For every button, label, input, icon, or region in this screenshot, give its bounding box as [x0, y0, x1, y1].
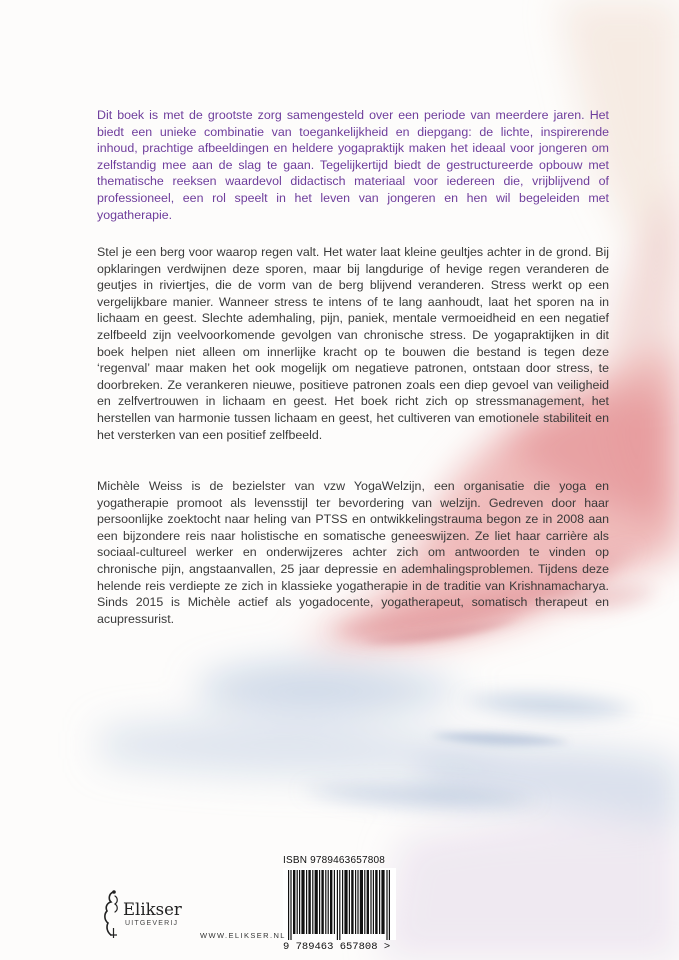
publisher-logo [101, 888, 211, 942]
publisher-subtitle: UITGEVERIJ [125, 920, 179, 927]
barcode [286, 870, 393, 940]
publisher-name: Elikser [123, 900, 182, 919]
elikser-logo-icon [101, 888, 123, 940]
intro-paragraph: Dit boek is met de grootste zorg samengesteld over een periode van meerdere jaren. Het biedt een unieke combinatie van toegankelijkheid en diepgang: de lichte, inspirerende inhoud, prachtige afbeeldingen en heldere yogapraktijk maken het ideaal voor jongeren om zelfstandig mee aan de slag te gaan. Tegelijkertijd biedt de gestructureerde opbouw met thematische reeksen waardevol didactisch materiaal voor iedereen die, vrijblijvend of professioneel, een rol speelt in het leven van jongeren en hen wil begeleiden met yogatherapie. [97, 108, 609, 222]
isbn-block [283, 855, 396, 953]
isbn-digits: 9 789463 657808 > [283, 941, 391, 953]
barcode-box [283, 868, 396, 940]
description-paragraph: Stel je een berg voor waarop regen valt. Het water laat kleine geultjes achter in de grond. Bij opklaringen verdwijnen deze sporen, maar bij langdurige of hevige regen veranderen de geutjes in riviertjes, die de vorm van de berg blijvend veranderen. Stress werkt op een vergelijkbare manier. Wanneer stress te intens of te lang aanhoudt, laat het sporen na in lichaam en geest. Slechte ademhaling, pijn, paniek, mentale vermoeidheid en een negatief zelfbeeld zijn veelvoorkomende gevolgen van chronische stress. De yogapraktijken in dit boek helpen niet alleen om innerlijke kracht op te bouwen die bestand is tegen deze ‘regenval’ maar maken het ook mogelijk om negatieve patronen, ontstaan door stress, te doorbreken. Ze verankeren nieuwe, positieve patronen zoals een diep gevoel van veiligheid en zelfvertrouwen in lichaam en geest. Het boek richt zich op stressmanagement, het herstellen van harmonie tussen lichaam en geest, het cultiveren van emotionele stabiliteit en het versterken van een positief zelfbeeld. [97, 245, 609, 442]
website-url: WWW.ELIKSER.NL [200, 931, 286, 940]
author-bio-paragraph: Michèle Weiss is de bezielster van vzw YogaWelzijn, een organisatie die yoga en yogatherapie promoot als levensstijl ter bevordering van welzijn. Gedreven door haar persoonlijke zoektocht naar heling van PTSS en ontwikkelingstrauma begon ze in 2008 aan een bijzondere reis naar holistische en somatische geneeswijzen. Ze liet haar carrière als sociaal-cultureel werker en onderwijzeres achter zich om antwoorden te vinden op chronische pijn, angstaanvallen, 25 jaar depressie en ademhalingsproblemen. Tijdens deze helende reis verdiepte ze zich in klassieke yogatherapie in de traditie van Krishnamacharya. Sinds 2015 is Michèle actief als yogadocente, yogatherapeut, somatisch therapeut en acupressurist. [97, 479, 609, 626]
isbn-label: ISBN 9789463657808 [283, 855, 386, 866]
